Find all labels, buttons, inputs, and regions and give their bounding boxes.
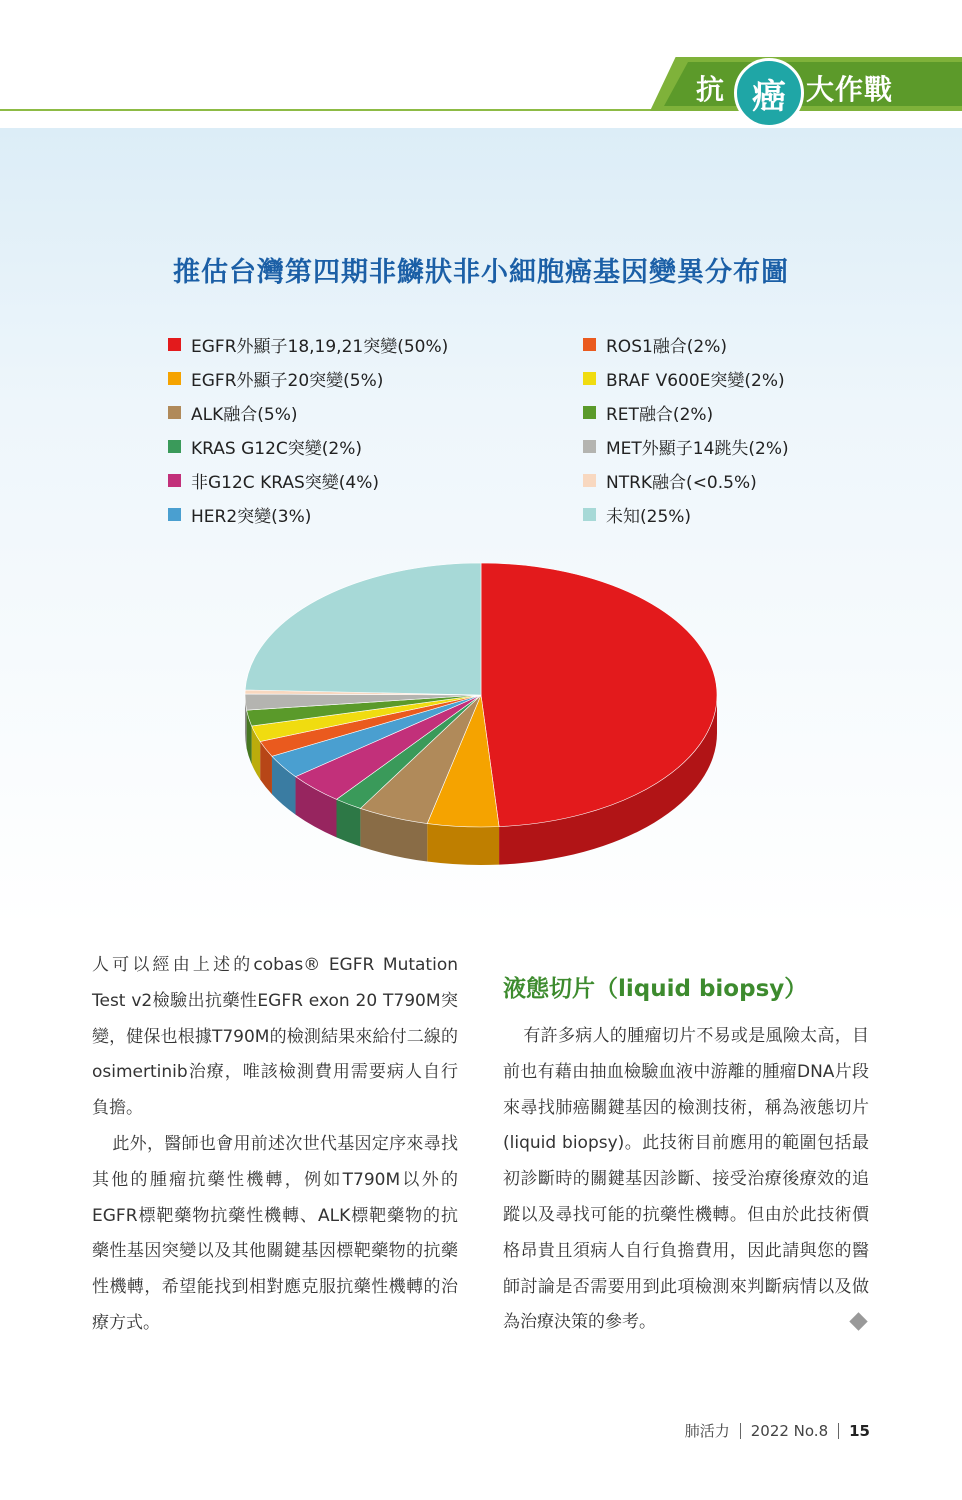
- legend-item: [583, 497, 789, 531]
- legend-swatch: [583, 338, 596, 351]
- legend-label: HER2突變(3%): [191, 506, 312, 527]
- header-circle: 癌: [734, 58, 804, 128]
- legend-label: MET外顯子14跳失(2%): [606, 438, 789, 459]
- pie-slice-side: [427, 824, 499, 865]
- legend-swatch: [583, 406, 596, 419]
- chart-title: 推估台灣第四期非鱗狀非小細胞癌基因變異分布圖: [173, 257, 789, 288]
- legend-label: 非G12C KRAS突變(4%): [191, 472, 380, 493]
- legend-item: [583, 429, 789, 463]
- legend-swatch: [583, 474, 596, 487]
- legend-item: [583, 395, 789, 429]
- legend-label: ALK融合(5%): [191, 404, 298, 425]
- pie-chart: [0, 540, 962, 900]
- page-number: 15: [849, 1421, 870, 1440]
- footer: [685, 1420, 870, 1441]
- legend-label: EGFR外顯子18,19,21突變(50%): [191, 336, 449, 357]
- legend-label: ROS1融合(2%): [606, 336, 728, 357]
- left-paragraph-2: 此外，醫師也會用前述次世代基因定序來尋找其他的腫瘤抗藥性機轉，例如T790M以外的EGFR標靶藥物抗藥性機轉、ALK標靶藥物的抗藥性基因突變以及其他關鍵基因標靶藥物的抗藥性機轉，希望能找到相對應克服抗藥性機轉的治療方式。: [92, 1133, 458, 1333]
- legend-item: [168, 395, 448, 429]
- issue-number: 2022 No.8: [750, 1421, 829, 1440]
- footer-divider: [740, 1423, 741, 1439]
- legend-swatch: [168, 338, 181, 351]
- legend-swatch: [168, 508, 181, 521]
- right-column: [503, 1019, 869, 1341]
- left-column: [92, 948, 458, 1342]
- legend-label: NTRK融合(<0.5%): [606, 472, 757, 493]
- legend-swatch: [168, 372, 181, 385]
- legend-item: [583, 327, 789, 361]
- right-paragraph-1: 有許多病人的腫瘤切片不易或是風險太高，目前也有藉由抽血檢驗血液中游離的腫瘤DNA片段來尋找肺癌關鍵基因的檢測技術，稱為液態切片(liquid biopsy)。此技術目前應用的範圍包括最初診斷時的關鍵基因診斷、接受治療後療效的追蹤以及尋找可能的抗藥性機轉。但由於此技術價格昂貴且須病人自行負擔費用，因此請與您的醫師討論是否需要用到此項檢測來判斷病情以及做為治療決策的參考。: [503, 1026, 869, 1333]
- legend-swatch: [583, 372, 596, 385]
- legend-label: EGFR外顯子20突變(5%): [191, 370, 384, 391]
- legend-item: [168, 497, 448, 531]
- legend-item: [168, 429, 448, 463]
- legend-swatch: [583, 440, 596, 453]
- legend-swatch: [168, 406, 181, 419]
- magazine-name: 肺活力: [684, 1422, 730, 1440]
- section-title: 液態切片（liquid biopsy）: [503, 976, 808, 1002]
- legend-label: RET融合(2%): [606, 404, 714, 425]
- legend-item: [583, 361, 789, 395]
- footer-divider: [838, 1423, 839, 1439]
- legend-item: [583, 463, 789, 497]
- legend-swatch: [583, 508, 596, 521]
- legend-item: [168, 327, 448, 361]
- left-paragraph-1: 人可以經由上述的cobas® EGFR Mutation Test v2檢驗出抗藥性EGFR exon 20 T790M突變，健保也根據T790M的檢測結果來給付二線的osimertinib治療，唯該檢測費用需要病人自行負擔。: [92, 955, 458, 1119]
- legend-right: [583, 327, 789, 531]
- header-text-1: 抗: [696, 73, 725, 106]
- legend-item: [168, 361, 448, 395]
- header-text-2: 大作戰: [806, 73, 894, 106]
- pie-slice: [245, 563, 481, 695]
- legend-label: BRAF V600E突變(2%): [606, 370, 785, 391]
- legend-item: [168, 463, 448, 497]
- legend-label: KRAS G12C突變(2%): [191, 438, 363, 459]
- legend-left: [168, 327, 448, 531]
- legend-swatch: [168, 440, 181, 453]
- header-line: [0, 109, 700, 111]
- legend-label: 未知(25%): [606, 506, 692, 527]
- legend-swatch: [168, 474, 181, 487]
